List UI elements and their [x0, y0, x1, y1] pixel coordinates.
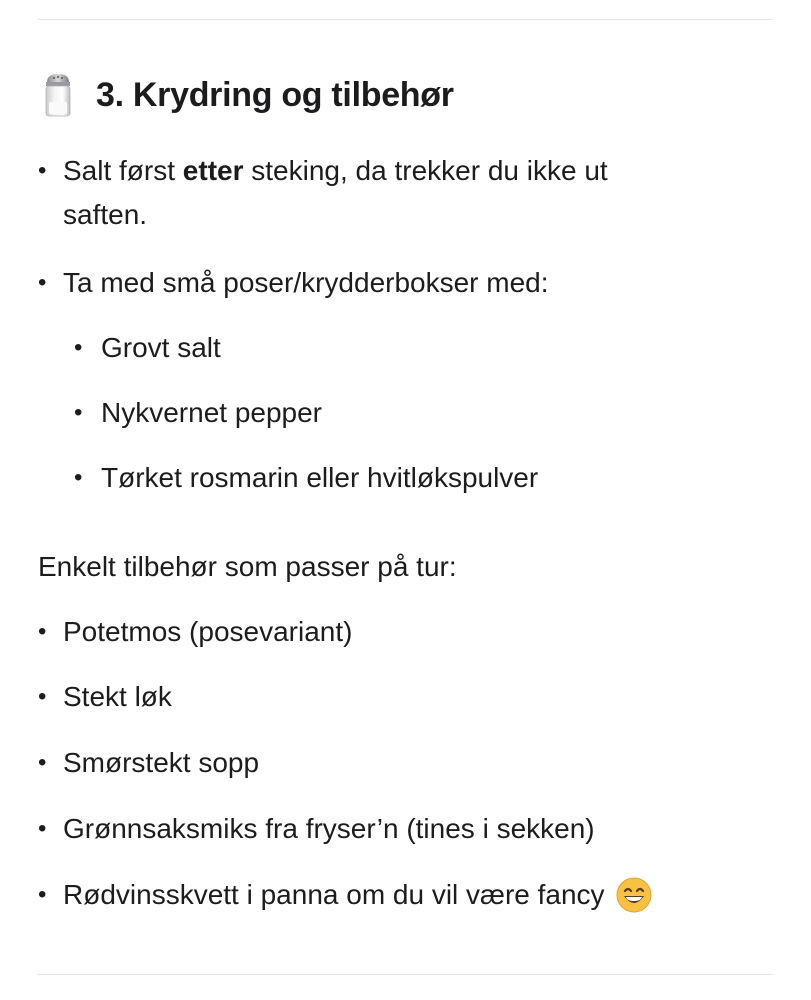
bottom-divider — [38, 974, 773, 975]
grinning-face-icon — [616, 877, 652, 913]
sub-list-item: Nykvernet pepper — [101, 397, 323, 428]
item-bold-text: etter — [182, 155, 244, 186]
list-item — [63, 875, 652, 915]
list-item — [63, 151, 608, 191]
sub-bullet-dot: • — [74, 334, 83, 361]
top-divider — [38, 19, 773, 20]
item-text: steking, da trekker du ikke ut — [243, 155, 608, 186]
sides-intro: Enkelt tilbehør som passer på tur: — [38, 551, 457, 582]
bullet-dot: • — [38, 618, 47, 645]
bullet-dot: • — [38, 157, 47, 184]
item-text: Rødvinsskvett i panna om du vil være fancy — [63, 879, 605, 910]
salt-shaker-icon — [38, 70, 78, 120]
sub-list-item: Tørket rosmarin eller hvitløkspulver — [101, 462, 539, 493]
section-title: 3. Krydring og tilbehør — [96, 75, 454, 114]
sub-bullet-dot: • — [74, 399, 83, 426]
list-item-continuation: saften. — [63, 199, 148, 230]
bullet-dot: • — [38, 749, 47, 776]
list-item: Stekt løk — [63, 681, 172, 712]
item-text: Salt først — [63, 155, 183, 186]
list-item: Ta med små poser/krydderbokser med: — [63, 267, 549, 298]
list-item: Grønnsaksmiks fra fryser’n (tines i sekken) — [63, 813, 595, 844]
sub-bullet-dot: • — [74, 464, 83, 491]
bullet-dot: • — [38, 881, 47, 908]
section-heading — [38, 70, 454, 120]
bullet-dot: • — [38, 269, 47, 296]
list-item: Potetmos (posevariant) — [63, 616, 353, 647]
bullet-dot: • — [38, 815, 47, 842]
list-item: Smørstekt sopp — [63, 747, 260, 778]
sub-list-item: Grovt salt — [101, 332, 221, 363]
bullet-dot: • — [38, 683, 47, 710]
